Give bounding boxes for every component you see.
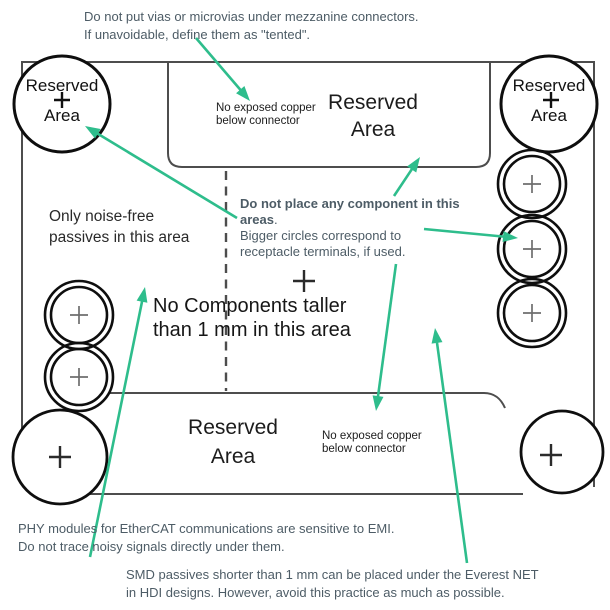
reserved-top-right-label1: Reserved — [512, 76, 586, 95]
arrow-phy-note-to-board — [90, 287, 147, 557]
bottom-connector-title — [173, 413, 293, 471]
copper-note-line2: below connector — [216, 115, 300, 127]
arrow-to-bottom-connector — [373, 264, 396, 411]
vias-note-line1: Do not put vias or microvias under mezzanine connectors. — [84, 9, 419, 24]
bottom-connector-title-line1: Reserved — [188, 416, 278, 439]
left-zone-line2: passives in this area — [49, 228, 190, 246]
top-connector-title-line1: Reserved — [328, 91, 418, 114]
placement-note-bold-line2 — [240, 212, 460, 228]
smd-note-line2: in HDI designs. However, avoid this practice as much as possible. — [126, 585, 505, 600]
top-connector-title-line2: Area — [350, 118, 396, 141]
phy-note-line1: PHY modules for EtherCAT communications are sensitive to EMI. — [18, 521, 395, 536]
top-connector-title — [323, 89, 423, 143]
reserved-top-left-label2: Area — [44, 106, 80, 125]
reserved-top-left-label1: Reserved — [25, 76, 99, 95]
left-zone-line1: Only noise-free — [49, 208, 155, 225]
left-zone-note — [49, 207, 189, 248]
vias-note — [84, 8, 419, 43]
center-zone-note — [153, 295, 351, 342]
copper-note-line1: No exposed copper — [322, 430, 422, 442]
bottom-connector-title-line2: Area — [210, 445, 256, 468]
bottom-connector-copper-note — [322, 430, 422, 456]
receptacle-terminal-circle — [45, 281, 113, 411]
smd-note-line1: SMD passives shorter than 1 mm can be placed under the Everest NET — [126, 567, 539, 582]
arrow-smd-note-to-board — [432, 328, 467, 563]
center-zone-line2: than 1 mm in this area — [153, 318, 351, 341]
smd-note — [126, 566, 539, 602]
placement-note-line3: Bigger circles correspond to — [240, 228, 402, 243]
reserved-top-right-label2: Area — [531, 106, 567, 125]
vias-note-line2: If unavoidable, define them as "tented". — [84, 26, 311, 42]
copper-note-line1: No exposed copper — [216, 102, 316, 114]
placement-period: . — [273, 212, 278, 227]
mounting-circle-bottom-right — [521, 411, 603, 493]
placement-note-bold-line1 — [240, 196, 460, 212]
placement-bold-text2: areas — [240, 212, 274, 227]
placement-note-line4: receptacle terminals, if used. — [240, 244, 406, 259]
phy-note-line2: Do not trace noisy signals directly under them. — [18, 539, 285, 554]
placement-bold-text: Do not place any component in this — [240, 196, 460, 211]
top-connector-copper-note — [216, 102, 316, 128]
phy-note — [18, 520, 394, 556]
reserved-circle-top-right — [501, 56, 597, 152]
center-zone-line1: No Components taller — [153, 295, 347, 317]
copper-note-line2: below connector — [322, 443, 406, 455]
placement-note — [240, 196, 460, 260]
